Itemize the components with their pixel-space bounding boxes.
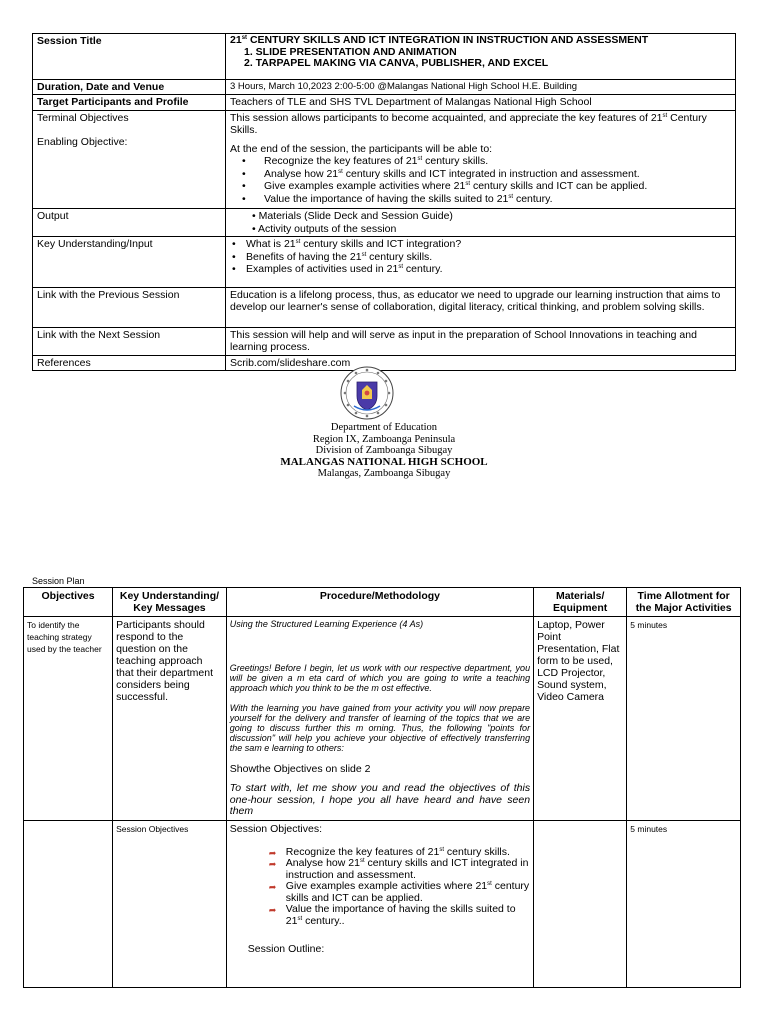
references-label: References bbox=[33, 355, 226, 371]
session-title-main: 21st CENTURY SKILLS AND ICT INTEGRATION IN INSTRUCTION AND ASSESSMENT bbox=[230, 34, 649, 46]
session-plan-label: Session Plan bbox=[32, 576, 85, 586]
output-value bbox=[226, 209, 736, 237]
output-item: • Materials (Slide Deck and Session Guide) bbox=[252, 210, 453, 222]
output-item: • Activity outputs of the session bbox=[252, 222, 397, 235]
header-key-understanding: Key Understanding/ Key Messages bbox=[113, 588, 227, 617]
row2-procedure bbox=[226, 820, 533, 988]
header-department: Department of Education bbox=[330, 422, 438, 433]
row2-proc-outline: Session Outline: bbox=[247, 943, 325, 955]
row2-key-message: Session Objectives bbox=[113, 820, 227, 988]
row2-objective-item: ➦ Analyse how 21st century skills and ICT integrated in instruction and assessment. bbox=[268, 857, 529, 881]
plan-row-2 bbox=[24, 820, 741, 988]
output-row bbox=[33, 209, 736, 237]
key-understanding-list bbox=[230, 238, 731, 276]
next-session-row bbox=[33, 327, 736, 355]
row2-time: 5 minutes bbox=[627, 820, 741, 988]
key-item: • Benefits of having the 21st century skills. bbox=[246, 251, 731, 264]
objectives-values bbox=[226, 110, 736, 209]
enabling-label: Enabling Objective: bbox=[37, 136, 128, 148]
row2-objective bbox=[24, 820, 113, 988]
row1-key-message: Participants should respond to the question on the teaching approach that their department considers being successful. bbox=[113, 617, 227, 821]
header-school-name: MALANGAS NATIONAL HIGH SCHOOL bbox=[280, 455, 488, 468]
row2-proc-title: Session Objectives: bbox=[229, 822, 323, 835]
participants-row bbox=[33, 95, 736, 111]
header-procedure: Procedure/Methodology bbox=[226, 588, 533, 617]
key-understanding-value bbox=[226, 237, 736, 288]
terminal-label: Terminal Objectives bbox=[37, 111, 129, 124]
references-value: Scrib.com/slideshare.com bbox=[226, 355, 736, 371]
key-understanding-label: Key Understanding/Input bbox=[33, 237, 226, 288]
session-title-label: Session Title bbox=[33, 34, 226, 80]
arrow-bullet-icon: ➦ bbox=[268, 847, 277, 858]
session-title-item-1: 1. SLIDE PRESENTATION AND ANIMATION bbox=[244, 45, 457, 58]
header-materials: Materials/ Equipment bbox=[534, 588, 627, 617]
row1-proc-intro: Using the Structured Learning Experience (4 As) bbox=[229, 619, 424, 629]
previous-session-label: Link with the Previous Session bbox=[33, 287, 226, 327]
row2-objective-item: ➦ Recognize the key features of 21st century skills. bbox=[268, 845, 510, 858]
enabling-list bbox=[230, 155, 731, 205]
objectives-row bbox=[33, 110, 736, 209]
header-division: Division of Zamboanga Sibugay bbox=[315, 445, 453, 456]
row2-objectives-list bbox=[230, 847, 530, 928]
terminal-value: This session allows participants to become acquainted, and appreciate the key features of 21st Century Skills. bbox=[230, 111, 707, 136]
enabling-item: • Give examples example activities where 21st century skills and ICT can be applied. bbox=[264, 180, 731, 193]
previous-session-value: Education is a lifelong process, thus, as educator we need to upgrade our learning instruction that aims to develop our learner's sense of collaboration, digital literacy, critical thinking, and problem solving skills. bbox=[226, 287, 736, 327]
arrow-bullet-icon: ➦ bbox=[268, 859, 277, 869]
key-understanding-row bbox=[33, 237, 736, 288]
header-region: Region IX, Zamboanga Peninsula bbox=[312, 433, 456, 445]
header-time-allotment: Time Allotment for the Major Activities bbox=[627, 588, 741, 617]
session-info-table bbox=[32, 33, 736, 371]
row1-proc-start: To start with, let me show you and read the objectives of this one-hour session, I hope you all have heard and have seen them bbox=[229, 782, 531, 817]
key-item: • Examples of activities used in 21st century. bbox=[246, 263, 731, 276]
session-plan-table bbox=[23, 587, 741, 988]
row1-materials: Laptop, Power Point Presentation, Flat form to be used, LCD Projector, Sound system, Video Camera bbox=[534, 617, 627, 821]
session-title-row bbox=[33, 34, 736, 80]
header-objectives: Objectives bbox=[24, 588, 113, 617]
row1-time: 5 minutes bbox=[627, 617, 741, 821]
enabling-item: • Value the importance of having the skills suited to 21st century. bbox=[264, 193, 731, 206]
participants-label: Target Participants and Profile bbox=[33, 95, 226, 111]
header-address: Malangas, Zamboanga Sibugay bbox=[317, 468, 451, 479]
participants-value: Teachers of TLE and SHS TVL Department of Malangas National High School bbox=[226, 95, 736, 111]
plan-row-1 bbox=[24, 617, 741, 821]
key-item: • What is 21st century skills and ICT integration? bbox=[246, 238, 731, 251]
arrow-bullet-icon: ➦ bbox=[268, 882, 277, 892]
session-title-item-2: 2. TARPAPEL MAKING VIA CANVA, PUBLISHER, AND EXCEL bbox=[244, 57, 549, 69]
row1-procedure bbox=[226, 617, 533, 821]
row1-proc-show: Showthe Objectives on slide 2 bbox=[229, 763, 371, 775]
row1-proc-learning: With the learning you have gained from your activity you will now prepare yourself for the delivery and transfer of learning of the topics that we are going to discuss further this m orning. Thus, the following "points for discussion" will help you achieve your objective of effectively transferring the sam e learning to others: bbox=[229, 703, 531, 753]
session-title-value bbox=[226, 34, 736, 80]
deped-seal-icon bbox=[340, 366, 394, 420]
row2-objective-item: ➦ Give examples example activities where 21st century skills and ICT can be applied. bbox=[268, 880, 530, 904]
enabling-intro: At the end of the session, the participants will be able to: bbox=[230, 142, 493, 155]
arrow-bullet-icon: ➦ bbox=[268, 905, 277, 915]
plan-header-row bbox=[24, 588, 741, 617]
objectives-labels bbox=[33, 110, 226, 209]
previous-session-row bbox=[33, 287, 736, 327]
duration-row bbox=[33, 79, 736, 95]
next-session-label: Link with the Next Session bbox=[33, 327, 226, 355]
output-label: Output bbox=[33, 209, 226, 237]
duration-label: Duration, Date and Venue bbox=[33, 79, 226, 95]
row1-proc-greeting: Greetings! Before I begin, let us work with our respective department, you will be given a m eta card of which you are going to write a teaching approach which you think to be the m ost effective. bbox=[229, 663, 531, 693]
row2-materials bbox=[534, 820, 627, 988]
duration-value: 3 Hours, March 10,2023 2:00-5:00 @Malangas National High School H.E. Building bbox=[226, 79, 736, 95]
enabling-item: • Analyse how 21st century skills and ICT integrated in instruction and assessment. bbox=[264, 168, 731, 181]
school-header bbox=[184, 422, 584, 480]
enabling-item: • Recognize the key features of 21st century skills. bbox=[264, 155, 731, 168]
next-session-value: This session will help and will serve as input in the preparation of School Innovations in teaching and learning process. bbox=[226, 327, 736, 355]
row1-objective: To identify the teaching strategy used by the teacher bbox=[24, 617, 113, 821]
row2-objective-item: ➦ Value the importance of having the skills suited to 21st century.. bbox=[268, 903, 516, 927]
